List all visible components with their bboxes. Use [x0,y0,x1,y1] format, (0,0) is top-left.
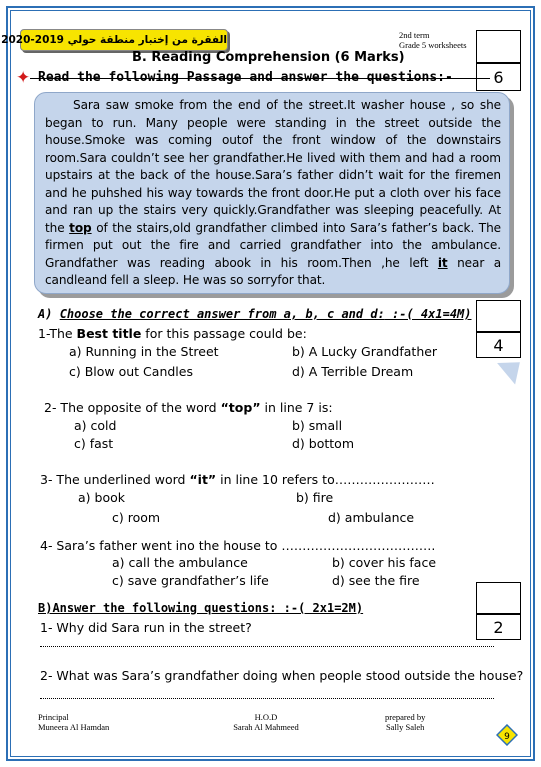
passage-text: Sara saw smoke from the end of the street.It washer house , so she began to run. Many people were standing in the street outside the house.Smoke was coming outof the front window of the downstairs room.Sara couldn’t see her grandfather.He lived with them and had a room upstairs at the back of the house.Sara’s father didn’t wait for the firemen and he puhshed his way towards the front door.He put a cloth over his face and ran up the stairs very quickly.Grandfather was sleeping peacefully. At the top of the stairs,old grandfather climbed into Sara’s father’s back. The firmen put out the fire and carried grandfather into the ambulance. Grandfather was reading abook in his room.Then ,he left it near a candleand fell a sleep. He was so sorryfor that. [45,98,502,287]
q1-option-a[interactable]: a) Running in the Street [69,344,219,359]
term-label: 2nd term [399,30,430,40]
section-title: B. Reading Comprehension (6 Marks) [132,50,405,65]
q4-option-c[interactable]: c) save grandfather’s life [112,573,269,588]
passage-callout [34,92,516,298]
q1-option-c[interactable]: c) Blow out Candles [69,364,193,379]
section-b-title: B)Answer the following questions: :-( 2x1=2M) [38,601,364,615]
question-1: 1-The Best title for this passage could be: [38,326,307,341]
reading-passage [34,92,510,294]
page-number: 9 [504,732,510,742]
section-a-score-box: 4 [476,332,521,358]
q2-option-b[interactable]: b) small [292,418,343,433]
question-b2: 2- What was Sara’s grandfather doing when people stood outside the house? [40,668,524,683]
answer-line-b1[interactable] [40,646,494,647]
q3-option-d[interactable]: d) ambulance [328,510,415,525]
q4-option-b[interactable]: b) cover his face [332,555,437,570]
section-b-score-box: 2 [476,614,521,640]
grade-label: Grade 5 worksheets [399,40,467,50]
word-top: top [69,220,92,235]
section-a-title: A) Choose the correct answer from a, b, c and d: :-( 4x1=4M) [38,307,472,321]
star-bullet-icon: ✦ [16,68,31,88]
question-b1: 1- Why did Sara run in the street? [40,620,252,635]
q3-option-c[interactable]: c) room [112,510,161,525]
q4-option-d[interactable]: d) see the fire [332,573,420,588]
word-it: it [437,255,448,270]
section-a-blank-box[interactable] [476,300,521,332]
q4-option-a[interactable]: a) call the ambulance [112,555,248,570]
total-score-box: 6 [476,63,521,91]
question-3: 3- The underlined word “it” in line 10 refers to…………………… [40,472,435,487]
q2-option-c[interactable]: c) fast [74,436,114,451]
q1-option-b[interactable]: b) A Lucky Grandfather [292,344,438,359]
question-4: 4- Sara’s father went ino the house to ………………………………. [40,538,436,553]
section-b-blank-box[interactable] [476,582,521,614]
q2-option-a[interactable]: a) cold [74,418,117,433]
q3-option-a[interactable]: a) book [78,490,125,505]
instruction-text: Read the following Passage and answer the questions:- [38,70,453,85]
q3-option-b[interactable]: b) fire [296,490,334,505]
q1-option-d[interactable]: d) A Terrible Dream [292,364,414,379]
footer-hod: H.O.D Sarah Al Mahmeed [233,712,299,732]
exam-source-banner: الفقرة من إختبار منطقة حولي 2019-2020 [20,29,228,51]
question-2: 2- The opposite of the word “top” in line 7 is: [44,400,333,415]
footer-prepared-by: prepared by Sally Saleh [385,712,426,732]
q2-option-d[interactable]: d) bottom [292,436,354,451]
header-score-box[interactable] [476,30,521,63]
answer-line-b2[interactable] [40,698,494,699]
term-info [399,30,467,50]
footer-principal: Principal Muneera Al Hamdan [38,712,110,732]
page-number-badge [496,724,518,746]
